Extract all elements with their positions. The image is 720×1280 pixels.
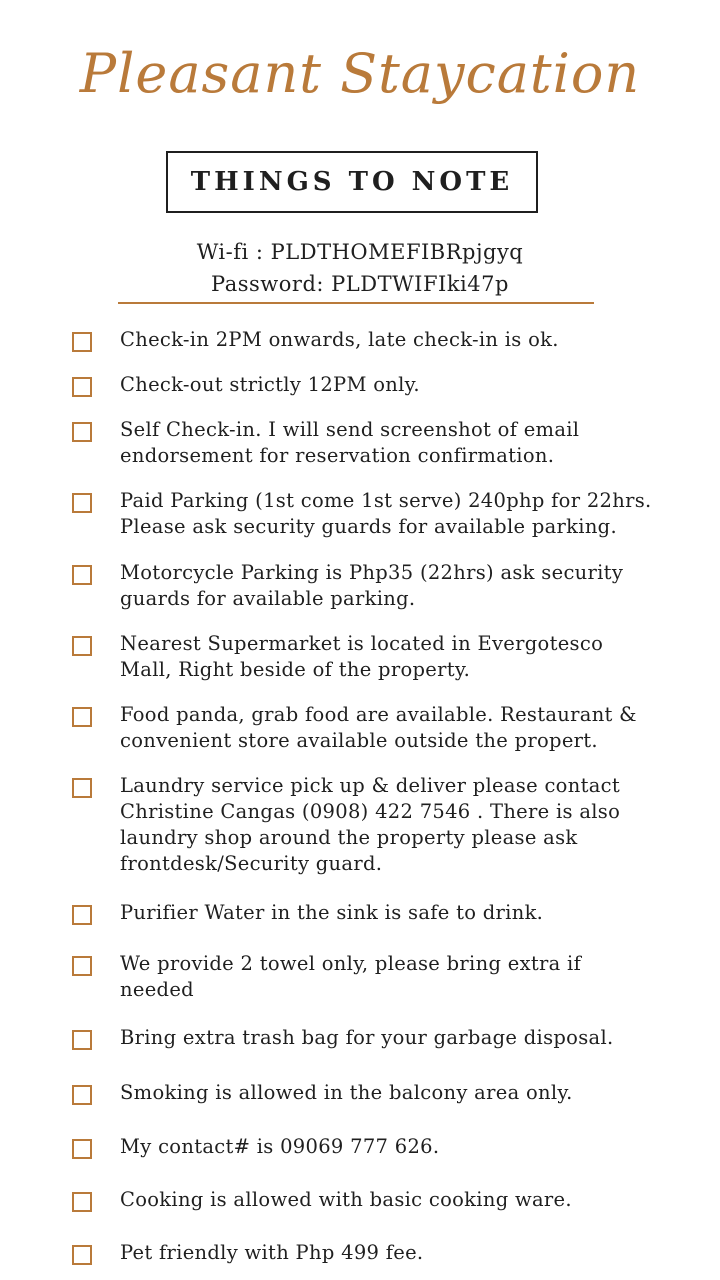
checkbox[interactable] — [72, 905, 92, 925]
checklist-text: Cooking is allowed with basic cooking ware. — [120, 1188, 572, 1211]
checkbox[interactable] — [72, 1085, 92, 1105]
checklist-text: Laundry service pick up & deliver please contact Christine Cangas (0908) 422 7546 . There is also laundry shop around the property please ask frontdesk/Security guard. — [120, 774, 621, 875]
checklist-text: Smoking is allowed in the balcony area only. — [120, 1081, 573, 1104]
checkbox[interactable] — [72, 422, 92, 442]
divider — [118, 302, 594, 304]
title-box — [166, 151, 538, 213]
wifi-password: Password: PLDTWIFIki47p — [211, 272, 509, 296]
checklist-text: My contact# is 09069 777 626. — [120, 1135, 440, 1158]
checkbox[interactable] — [72, 1245, 92, 1265]
page-title: THINGS TO NOTE — [190, 167, 514, 197]
checklist-text: Motorcycle Parking is Php35 (22hrs) ask security guards for available parking. — [120, 561, 624, 610]
checklist-text: Pet friendly with Php 499 fee. — [120, 1241, 424, 1264]
checklist-text: Nearest Supermarket is located in Evergotesco Mall, Right beside of the property. — [120, 632, 604, 681]
checklist-text: Bring extra trash bag for your garbage disposal. — [120, 1026, 614, 1049]
checkbox[interactable] — [72, 565, 92, 585]
checkbox[interactable] — [72, 1192, 92, 1212]
checkbox[interactable] — [72, 956, 92, 976]
checkbox[interactable] — [72, 1139, 92, 1159]
checklist-text: We provide 2 towel only, please bring extra if needed — [120, 952, 582, 1001]
checklist-text: Purifier Water in the sink is safe to drink. — [120, 901, 544, 924]
checkbox[interactable] — [72, 1030, 92, 1050]
checkbox[interactable] — [72, 636, 92, 656]
checkbox[interactable] — [72, 707, 92, 727]
checklist-text: Food panda, grab food are available. Restaurant & convenient store available outside the propert. — [120, 703, 637, 752]
checklist-text: Check-out strictly 12PM only. — [120, 373, 420, 396]
script-title: Pleasant Staycation — [79, 42, 641, 105]
checklist-text: Self Check-in. I will send screenshot of email endorsement for reservation confirmation. — [120, 418, 580, 467]
checklist-text: Paid Parking (1st come 1st serve) 240php for 22hrs. Please ask security guards for available parking. — [120, 489, 652, 538]
checkbox[interactable] — [72, 332, 92, 352]
wifi-name: Wi-fi : PLDTHOMEFIBRpjgyq — [196, 240, 524, 264]
checklist-text: Check-in 2PM onwards, late check-in is ok. — [120, 328, 559, 351]
checkbox[interactable] — [72, 377, 92, 397]
checkbox[interactable] — [72, 493, 92, 513]
checkbox[interactable] — [72, 778, 92, 798]
